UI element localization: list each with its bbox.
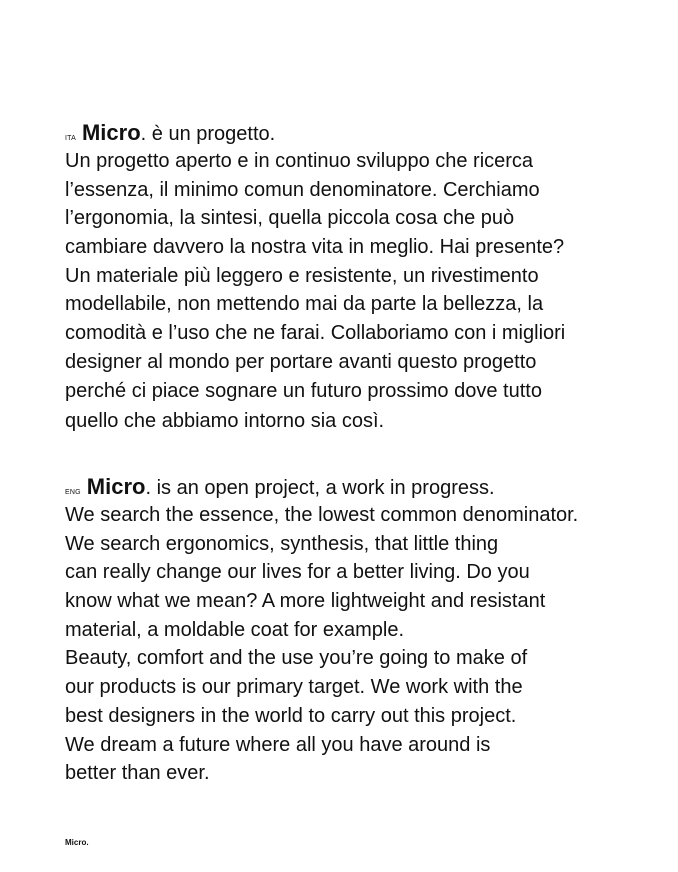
english-lead-line <box>65 472 665 501</box>
italian-text-line: l’essenza, il minimo comun denominatore. Cerchiamo <box>65 178 540 201</box>
italian-section <box>65 118 665 436</box>
english-text-line: material, a moldable coat for example. <box>65 618 405 641</box>
english-text-line: can really change our lives for a better living. Do you <box>65 561 530 584</box>
italian-text-line: cambiare davvero la nostra vita in meglio. Hai presente? <box>65 236 565 259</box>
english-text-line: We search the essence, the lowest common denominator. <box>65 504 579 526</box>
english-brand-name: Micro <box>86 474 146 499</box>
italian-text-line: quello che abbiamo intorno sia così. <box>65 410 385 433</box>
italian-brand-dot: . <box>140 123 147 145</box>
english-text-line: We dream a future where all you have around is <box>65 733 491 756</box>
english-text-line: know what we mean? A more lightweight and resistant <box>65 590 546 613</box>
italian-text-line: Un progetto aperto e in continuo sviluppo che ricerca <box>65 150 534 172</box>
italian-language-tag: ITA <box>65 135 76 142</box>
english-text-line: Beauty, comfort and the use you’re going to make of <box>65 647 528 670</box>
english-text-line: our products is our primary target. We work with the <box>65 676 523 699</box>
italian-text-line: perché ci piace sognare un futuro prossimo dove tutto <box>65 379 542 402</box>
italian-brand-name: Micro <box>81 120 141 145</box>
english-lead-text: is an open project, a work in progress. <box>151 477 495 499</box>
english-section <box>65 472 665 788</box>
english-language-tag: ENG <box>65 489 81 496</box>
italian-lead-text: è un progetto. <box>146 123 276 145</box>
italian-lead-line <box>65 118 665 147</box>
english-brand-dot: . <box>145 477 152 499</box>
italian-text-line: designer al mondo per portare avanti questo progetto <box>65 350 537 373</box>
english-text-line: better than ever. <box>65 762 210 785</box>
italian-text-line: comodità e l’uso che ne farai. Collaboriamo con i migliori <box>65 322 566 345</box>
italian-text-line: Un materiale più leggero e resistente, un rivestimento <box>65 264 539 287</box>
footer-brand-mark: Micro. <box>65 838 89 847</box>
english-text-line: We search ergonomics, synthesis, that little thing <box>65 532 499 555</box>
english-text-line: best designers in the world to carry out this project. <box>65 704 517 727</box>
italian-text-line: modellabile, non mettendo mai da parte la bellezza, la <box>65 293 544 316</box>
italian-text-line: l’ergonomia, la sintesi, quella piccola cosa che può <box>65 207 515 230</box>
